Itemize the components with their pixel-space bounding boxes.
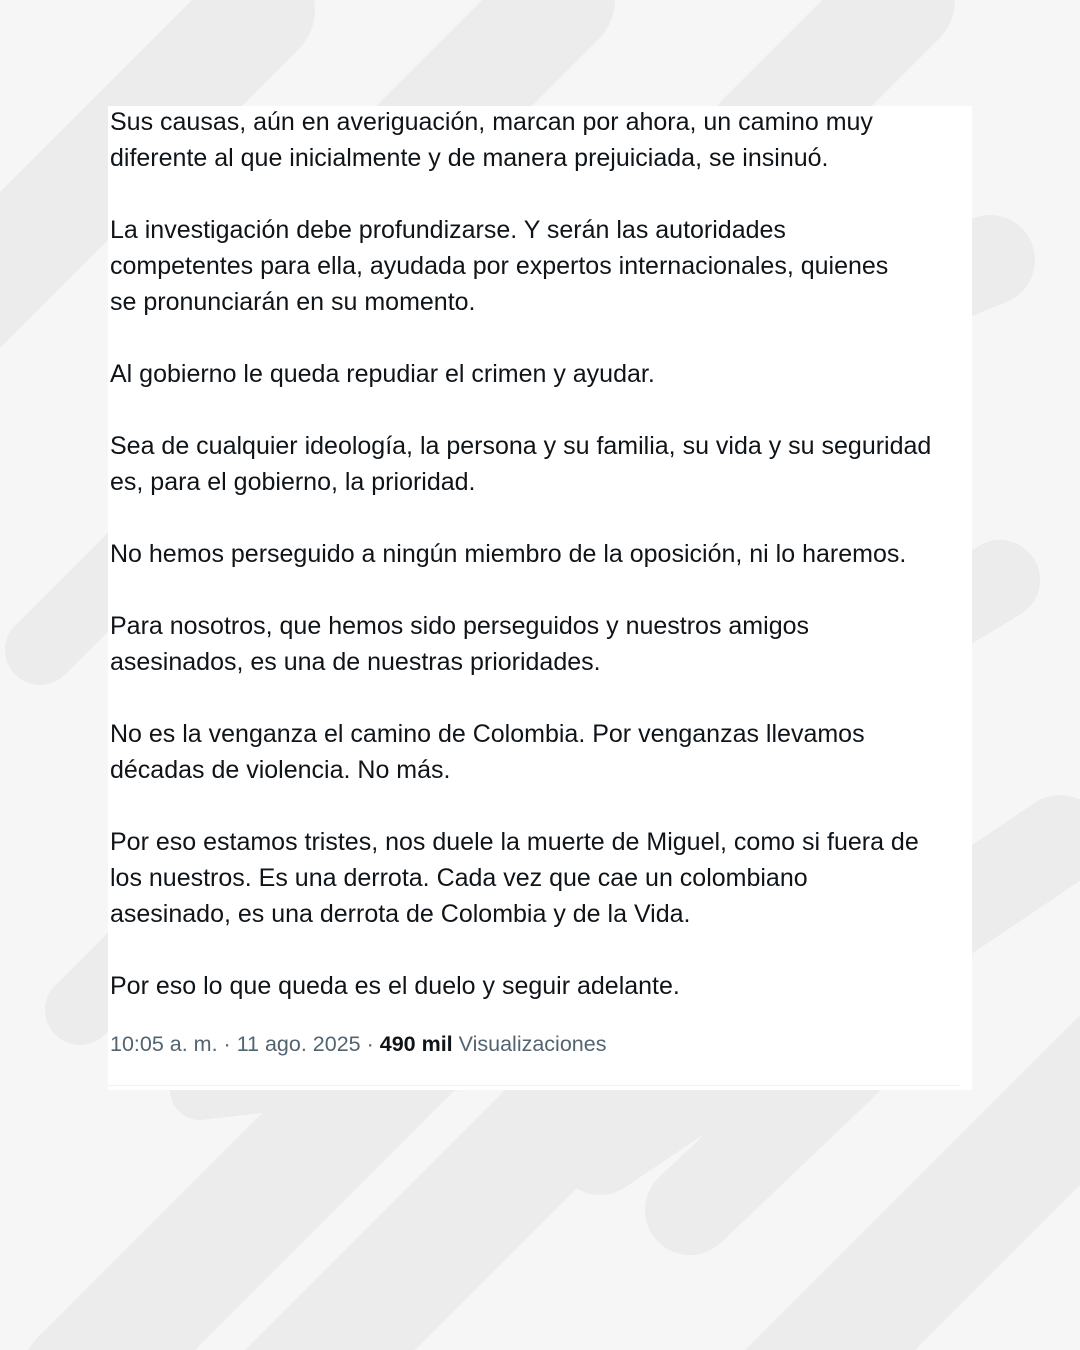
tweet-date[interactable]: 11 ago. 2025 <box>236 1032 361 1056</box>
meta-separator: · <box>360 1032 380 1056</box>
tweet-paragraph: Al gobierno le queda repudiar el crimen y ayudar. <box>110 360 655 388</box>
tweet-paragraph: La investigación debe profundizarse. Y serán las autoridades competentes para ella, ayudada por expertos internacionales, quienes se pronunciarán en su momento. <box>110 216 889 316</box>
tweet-paragraph: Sea de cualquier ideología, la persona y su familia, su vida y su seguridad es, para el gobierno, la prioridad. <box>110 432 932 496</box>
meta-separator: · <box>217 1032 237 1056</box>
tweet-paragraph: Sus causas, aún en averiguación, marcan por ahora, un camino muy diferente al que inicialmente y de manera prejuiciada, se insinuó. <box>110 108 873 172</box>
tweet-time[interactable]: 10:05 a. m. <box>110 1032 218 1056</box>
tweet-paragraph: No hemos perseguido a ningún miembro de la oposición, ni lo haremos. <box>110 540 907 568</box>
tweet-paragraph: Para nosotros, que hemos sido perseguidos y nuestros amigos asesinados, es una de nuestras prioridades. <box>110 612 809 676</box>
tweet-paragraph: Por eso lo que queda es el duelo y seguir adelante. <box>110 972 680 1000</box>
divider <box>108 1085 960 1086</box>
tweet-paragraph: No es la venganza el camino de Colombia. Por venganzas llevamos décadas de violencia. No más. <box>110 720 865 784</box>
tweet-body <box>110 104 970 1004</box>
views-label: Visualizaciones <box>458 1032 607 1056</box>
tweet-metadata <box>110 1028 606 1060</box>
views-count: 490 mil <box>379 1032 453 1056</box>
tweet-paragraph: Por eso estamos tristes, nos duele la muerte de Miguel, como si fuera de los nuestros. Es una derrota. Cada vez que cae un colombiano asesinado, es una derrota de Colombia y de la Vida. <box>110 828 919 928</box>
